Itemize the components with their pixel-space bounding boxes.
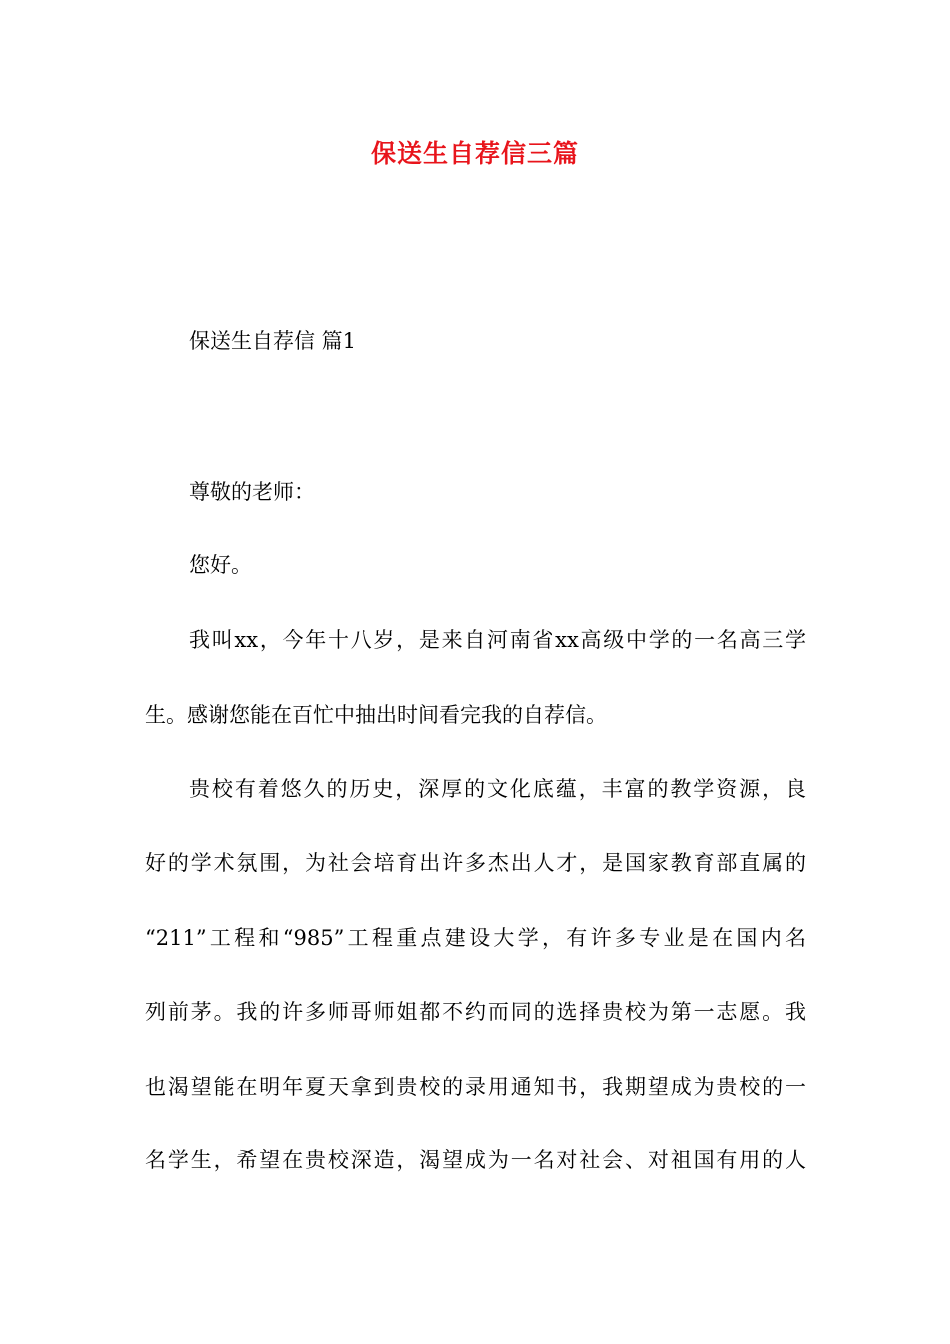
section-heading: 保送生自荐信 篇1 [189,329,357,353]
salutation: 尊敬的老师： [189,480,315,504]
paragraph-2-line-1: 贵校有着悠久的历史，深厚的文化底蕴，丰富的教学资源，良 [189,777,806,801]
document-title: 保送生自荐信三篇 [370,139,579,168]
greeting: 您好。 [189,553,252,577]
paragraph-2-line-6: 名学生，希望在贵校深造，渴望成为一名对社会、对祖国有用的人 [145,1148,806,1172]
paragraph-2-line-3: “211”工程和“985”工程重点建设大学，有许多专业是在国内名 [145,926,806,950]
paragraph-1-line-1: 我叫xx，今年十八岁，是来自河南省xx高级中学的一名高三学 [189,628,806,652]
paragraph-2-line-2: 好的学术氛围，为社会培育出许多杰出人才，是国家教育部直属的 [145,851,806,875]
paragraph-2-line-4: 列前茅。我的许多师哥师姐都不约而同的选择贵校为第一志愿。我 [145,1000,806,1024]
paragraph-2-line-5: 也渴望能在明年夏天拿到贵校的录用通知书，我期望成为贵校的一 [145,1075,806,1099]
paragraph-1-line-2: 生。感谢您能在百忙中抽出时间看完我的自荐信。 [145,703,607,727]
